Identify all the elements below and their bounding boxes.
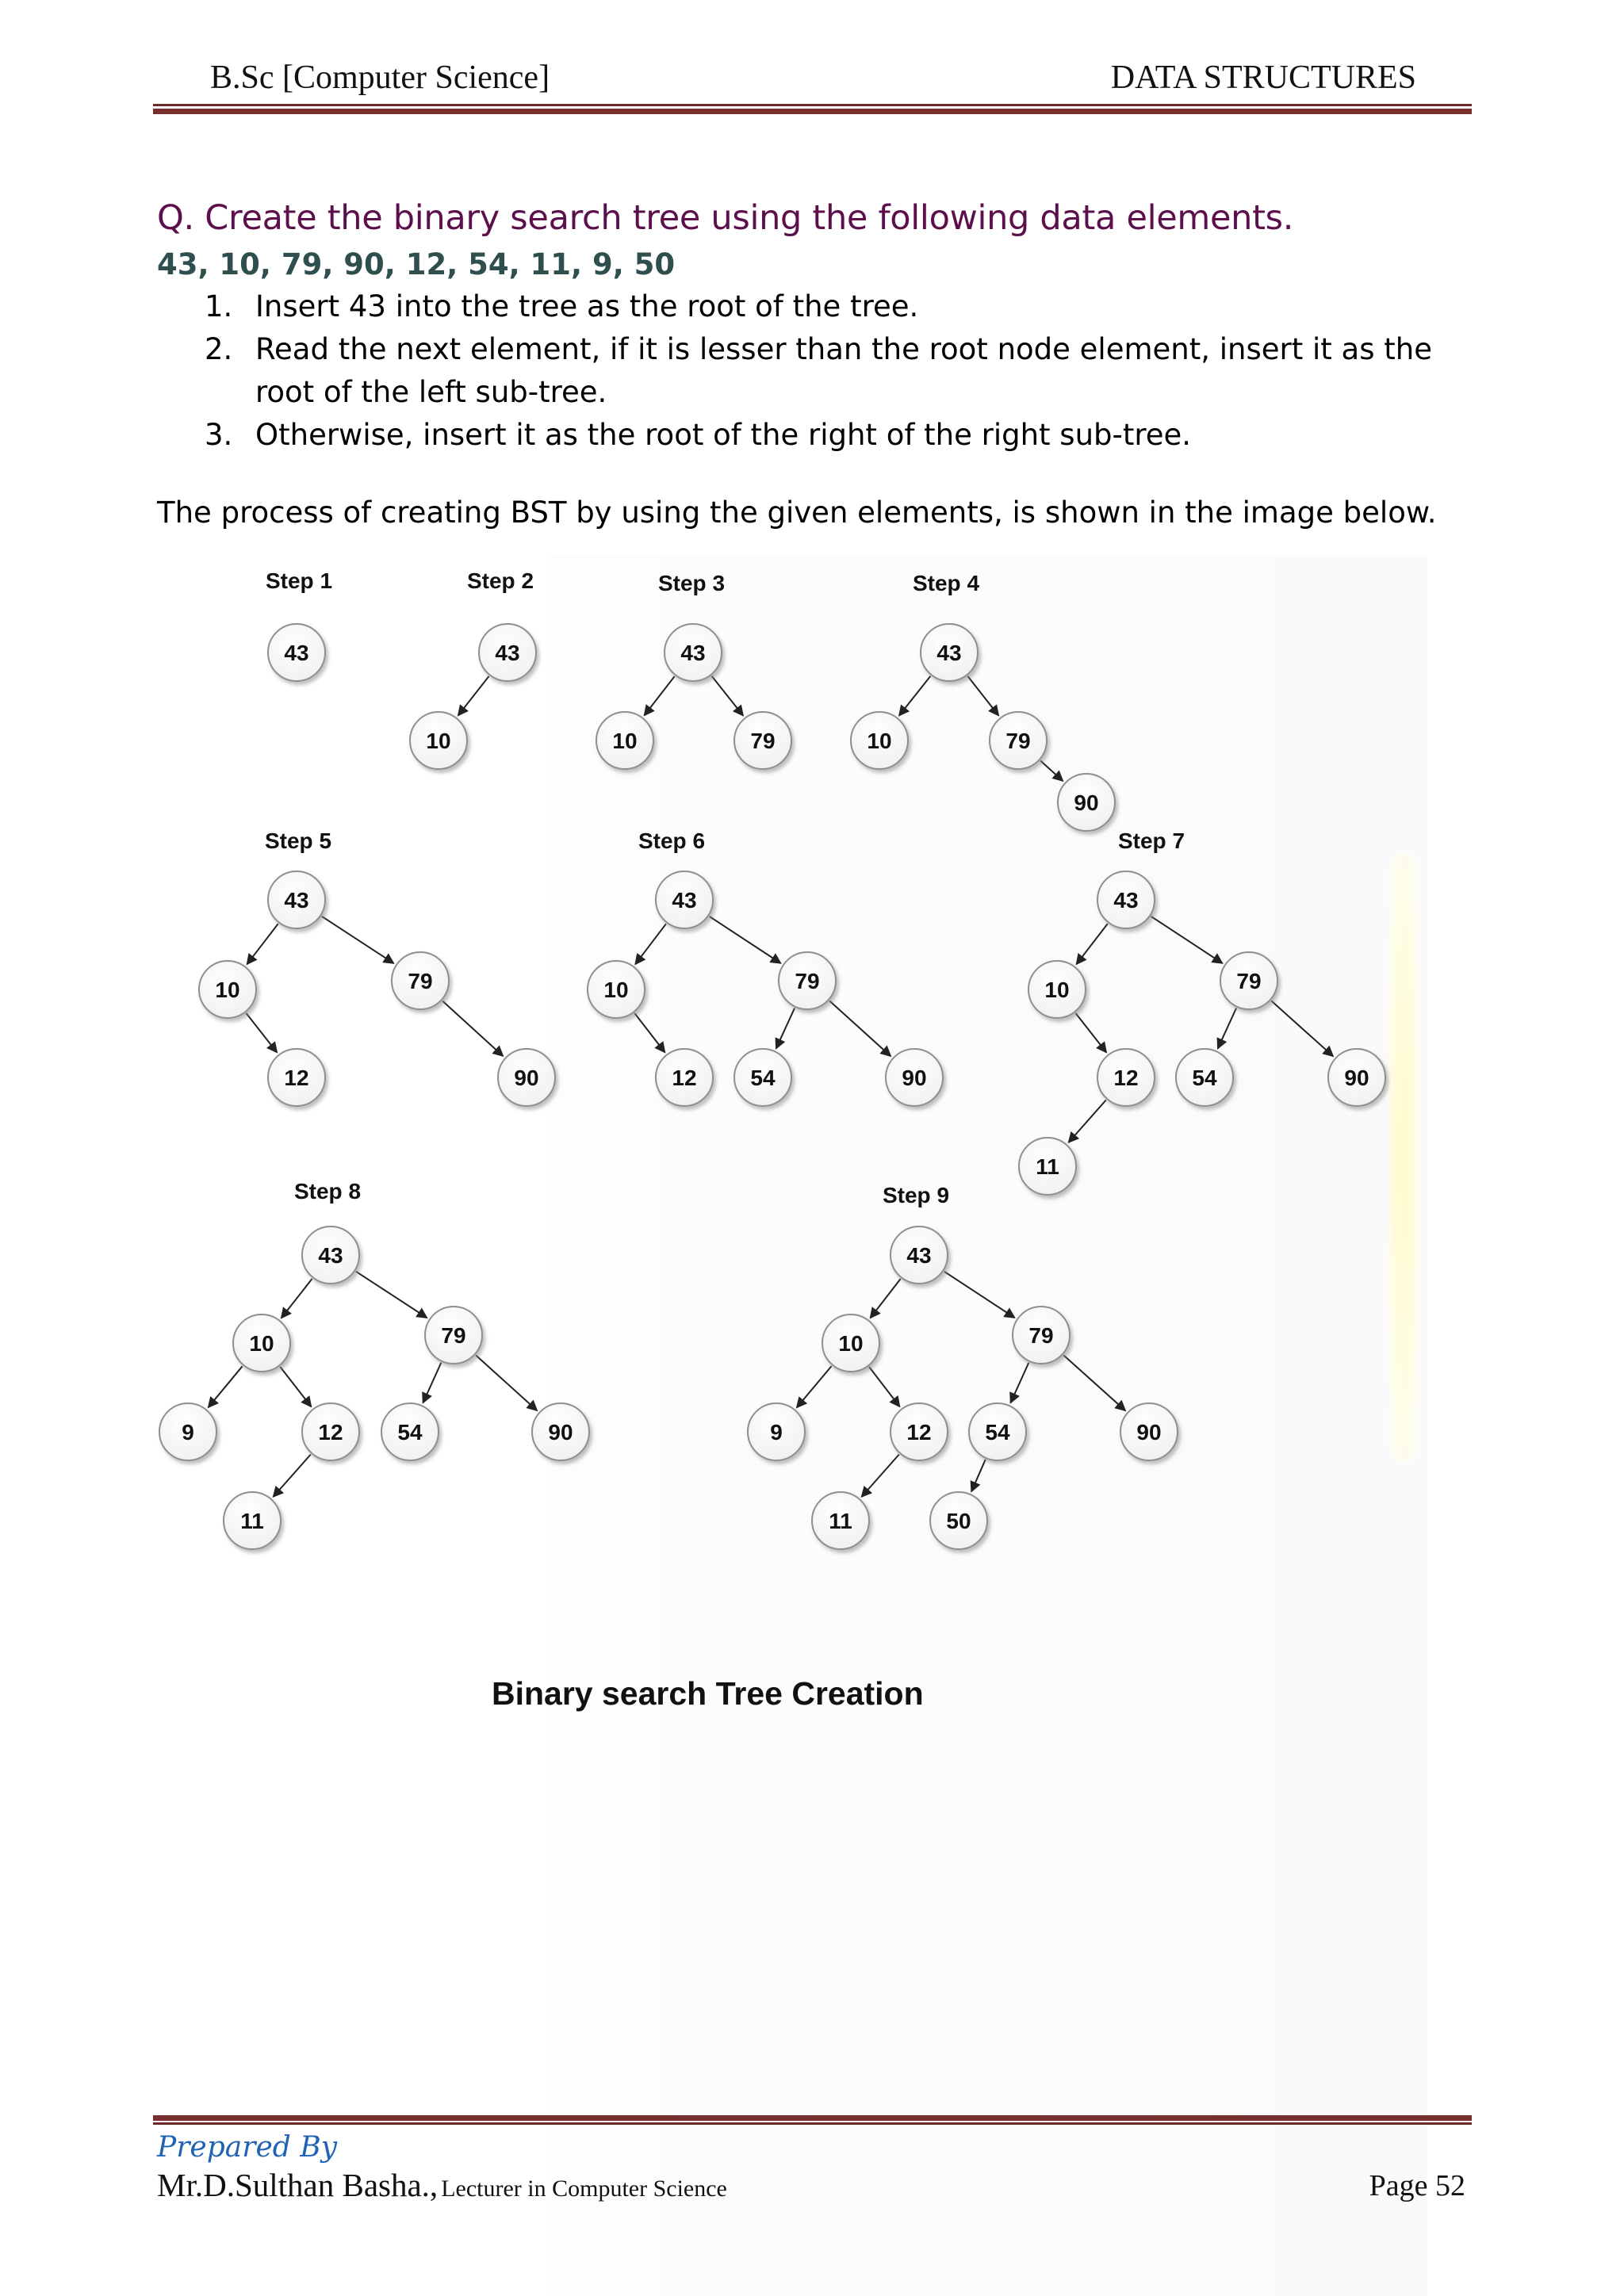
bst-step-2 bbox=[410, 568, 536, 769]
tree-node-value: 79 bbox=[408, 969, 433, 993]
tree-edge bbox=[1069, 1100, 1106, 1143]
tree-node-value: 54 bbox=[397, 1420, 423, 1445]
tree-node-value: 10 bbox=[838, 1331, 864, 1356]
tree-node bbox=[921, 624, 978, 681]
tree-edge bbox=[634, 1013, 665, 1052]
tree-node bbox=[199, 961, 256, 1018]
tree-node bbox=[969, 1403, 1026, 1460]
instruction-number: 1. bbox=[205, 289, 233, 323]
tree-node-value: 43 bbox=[936, 641, 962, 665]
tree-edge bbox=[971, 1460, 986, 1492]
tree-edge bbox=[797, 1366, 832, 1407]
tree-node-value: 79 bbox=[1236, 969, 1262, 993]
tree-edge bbox=[1010, 1363, 1028, 1403]
tree-node bbox=[233, 1314, 290, 1372]
header-subject: DATA STRUCTURES bbox=[1110, 59, 1416, 96]
tree-node bbox=[410, 712, 467, 769]
tree-node bbox=[1019, 1138, 1076, 1195]
tree-edge bbox=[829, 1001, 891, 1057]
tree-node bbox=[990, 712, 1047, 769]
tree-node-value: 90 bbox=[1074, 790, 1099, 815]
tree-node bbox=[1328, 1049, 1385, 1106]
step-label: Step 6 bbox=[638, 828, 706, 853]
tree-node-value: 79 bbox=[441, 1323, 466, 1348]
tree-node-value: 79 bbox=[1028, 1323, 1054, 1348]
prepared-by: Prepared By bbox=[157, 2131, 338, 2164]
tree-node bbox=[665, 624, 722, 681]
tree-node-value: 12 bbox=[672, 1066, 697, 1090]
tree-node-value: 90 bbox=[902, 1066, 927, 1090]
tree-edge bbox=[423, 1363, 441, 1403]
tree-edge bbox=[871, 1279, 901, 1318]
footer-rule-thick bbox=[153, 2115, 1472, 2121]
tree-edge bbox=[282, 1279, 312, 1318]
tree-edge bbox=[862, 1455, 899, 1498]
tree-edge bbox=[1271, 1001, 1333, 1056]
step-label: Step 3 bbox=[657, 571, 726, 595]
tree-node bbox=[425, 1307, 482, 1364]
tree-node-value: 12 bbox=[1113, 1066, 1139, 1090]
tree-node bbox=[268, 1049, 325, 1106]
tree-node bbox=[268, 871, 325, 928]
tree-node-value: 79 bbox=[750, 729, 776, 753]
tree-node bbox=[532, 1403, 589, 1460]
tree-edge bbox=[458, 676, 489, 716]
tree-node bbox=[596, 712, 653, 769]
tree-edge bbox=[899, 676, 931, 716]
tree-node-value: 10 bbox=[249, 1331, 274, 1356]
tree-edge bbox=[322, 916, 394, 963]
tree-edge bbox=[246, 1013, 277, 1053]
tree-edge bbox=[280, 1367, 311, 1406]
tree-edge bbox=[944, 1272, 1015, 1318]
bst-step-3 bbox=[596, 571, 791, 769]
figure-caption: Binary search Tree Creation bbox=[492, 1675, 924, 1712]
header-course: B.Sc [Computer Science] bbox=[210, 59, 550, 96]
tree-node-value: 10 bbox=[603, 978, 629, 1002]
tree-edge bbox=[635, 924, 666, 964]
tree-node-value: 43 bbox=[906, 1243, 932, 1268]
tree-node-value: 10 bbox=[1044, 978, 1070, 1002]
tree-node bbox=[656, 1049, 713, 1106]
tree-node-value: 11 bbox=[1036, 1154, 1059, 1179]
tree-node-value: 90 bbox=[1136, 1420, 1162, 1445]
tree-node-value: 10 bbox=[867, 729, 892, 753]
tree-node bbox=[1058, 774, 1115, 831]
tree-node-value: 43 bbox=[495, 641, 520, 665]
tree-node bbox=[1120, 1403, 1178, 1460]
bst-step-4 bbox=[851, 571, 1115, 831]
question-title: Q. Create the binary search tree using the following data elements. bbox=[157, 198, 1294, 238]
tree-node bbox=[886, 1049, 943, 1106]
bst-step-1 bbox=[266, 568, 332, 681]
tree-node-value: 43 bbox=[284, 641, 309, 665]
tree-node-value: 90 bbox=[1344, 1066, 1369, 1090]
instruction-text: Read the next element, if it is lesser than the root node element, insert it as the root of the left sub-tree. bbox=[255, 332, 1432, 409]
bst-step-5 bbox=[199, 828, 555, 1106]
tree-node-value: 43 bbox=[672, 888, 697, 913]
step-label: Step 7 bbox=[1117, 828, 1185, 853]
tree-node-value: 43 bbox=[1113, 888, 1139, 913]
author-line bbox=[157, 2166, 727, 2204]
step-label: Step 2 bbox=[466, 568, 534, 593]
tree-node-value: 9 bbox=[770, 1420, 783, 1445]
tree-node bbox=[1013, 1307, 1070, 1364]
tree-node-value: 11 bbox=[829, 1509, 852, 1533]
tree-edge bbox=[710, 916, 781, 963]
tree-edge bbox=[869, 1367, 900, 1406]
tree-node bbox=[479, 624, 536, 681]
tree-node bbox=[930, 1492, 987, 1549]
tree-node bbox=[734, 1049, 791, 1106]
tree-node-value: 9 bbox=[182, 1420, 194, 1445]
tree-edge bbox=[645, 676, 675, 715]
tree-node-value: 10 bbox=[215, 978, 240, 1002]
page-number: Page 52 bbox=[1369, 2169, 1465, 2202]
tree-node bbox=[812, 1492, 869, 1549]
tree-edge bbox=[356, 1272, 427, 1318]
tree-node-value: 10 bbox=[426, 729, 451, 753]
tree-node-value: 79 bbox=[1005, 729, 1031, 753]
tree-node-value: 54 bbox=[985, 1420, 1010, 1445]
tree-node bbox=[891, 1403, 948, 1460]
tree-edge bbox=[1151, 916, 1223, 963]
tree-edge bbox=[1040, 761, 1063, 782]
step-label: Step 9 bbox=[882, 1183, 950, 1207]
tree-node-value: 10 bbox=[612, 729, 638, 753]
tree-edge bbox=[442, 1001, 503, 1057]
tree-node bbox=[734, 712, 791, 769]
tree-node bbox=[748, 1403, 805, 1460]
instruction-number: 2. bbox=[205, 332, 233, 366]
tree-node bbox=[822, 1314, 879, 1372]
tree-node bbox=[224, 1492, 281, 1549]
author-name: Mr.D.Sulthan Basha., bbox=[157, 2167, 439, 2203]
tree-node bbox=[159, 1403, 216, 1460]
tree-node-value: 54 bbox=[750, 1066, 776, 1090]
tree-node bbox=[1176, 1049, 1233, 1106]
instruction-number: 3. bbox=[205, 418, 233, 452]
footer-rule-thin bbox=[153, 2122, 1472, 2125]
tree-node bbox=[302, 1226, 359, 1284]
tree-node bbox=[498, 1049, 555, 1106]
tree-node-value: 79 bbox=[795, 969, 820, 993]
tree-node bbox=[588, 961, 645, 1018]
tree-edge bbox=[476, 1356, 537, 1411]
tree-node-value: 12 bbox=[284, 1066, 309, 1090]
tree-edge bbox=[1075, 1013, 1106, 1053]
tree-edge bbox=[776, 1008, 795, 1049]
tree-node bbox=[381, 1403, 439, 1460]
tree-node-value: 43 bbox=[318, 1243, 343, 1268]
bst-step-7 bbox=[1019, 828, 1385, 1195]
tree-node bbox=[1097, 871, 1155, 928]
tree-edge bbox=[274, 1455, 311, 1498]
tree-node-value: 50 bbox=[946, 1509, 971, 1533]
tree-node bbox=[891, 1226, 948, 1284]
step-label: Step 4 bbox=[912, 571, 980, 595]
tree-node bbox=[851, 712, 908, 769]
tree-edge bbox=[209, 1366, 243, 1407]
tree-node bbox=[392, 952, 449, 1009]
tree-node bbox=[1028, 961, 1086, 1018]
tree-node bbox=[1220, 952, 1277, 1009]
tree-edge bbox=[967, 676, 998, 716]
tree-node-value: 12 bbox=[318, 1420, 343, 1445]
tree-node bbox=[268, 624, 325, 681]
tree-edge bbox=[712, 676, 744, 716]
tree-edge bbox=[1218, 1008, 1236, 1049]
instruction-text: Insert 43 into the tree as the root of the tree. bbox=[255, 289, 919, 323]
tree-node-value: 90 bbox=[514, 1066, 539, 1090]
tree-node bbox=[779, 952, 836, 1009]
tree-edge bbox=[1076, 924, 1107, 964]
step-label: Step 8 bbox=[293, 1179, 362, 1203]
step-label: Step 5 bbox=[264, 828, 332, 853]
tree-node bbox=[1097, 1049, 1155, 1106]
instruction-text: Otherwise, insert it as the root of the right of the right sub-tree. bbox=[255, 418, 1192, 452]
author-role: Lecturer in Computer Science bbox=[441, 2175, 727, 2202]
tree-node-value: 54 bbox=[1192, 1066, 1217, 1090]
tree-node bbox=[302, 1403, 359, 1460]
tree-edge bbox=[247, 924, 278, 964]
data-elements: 43, 10, 79, 90, 12, 54, 11, 9, 50 bbox=[157, 247, 676, 281]
bst-step-9 bbox=[748, 1183, 1178, 1549]
tree-node-value: 11 bbox=[240, 1509, 264, 1533]
step-label: Step 1 bbox=[265, 568, 333, 593]
tree-node-value: 43 bbox=[680, 641, 706, 665]
bst-step-6 bbox=[588, 828, 943, 1106]
bst-step-8 bbox=[159, 1179, 589, 1549]
tree-node-value: 90 bbox=[548, 1420, 573, 1445]
tree-node-value: 12 bbox=[906, 1420, 932, 1445]
intro-text: The process of creating BST by using the given elements, is shown in the image below. bbox=[157, 496, 1437, 530]
tree-edge bbox=[1063, 1355, 1125, 1410]
tree-node-value: 43 bbox=[284, 888, 309, 913]
tree-node bbox=[656, 871, 713, 928]
